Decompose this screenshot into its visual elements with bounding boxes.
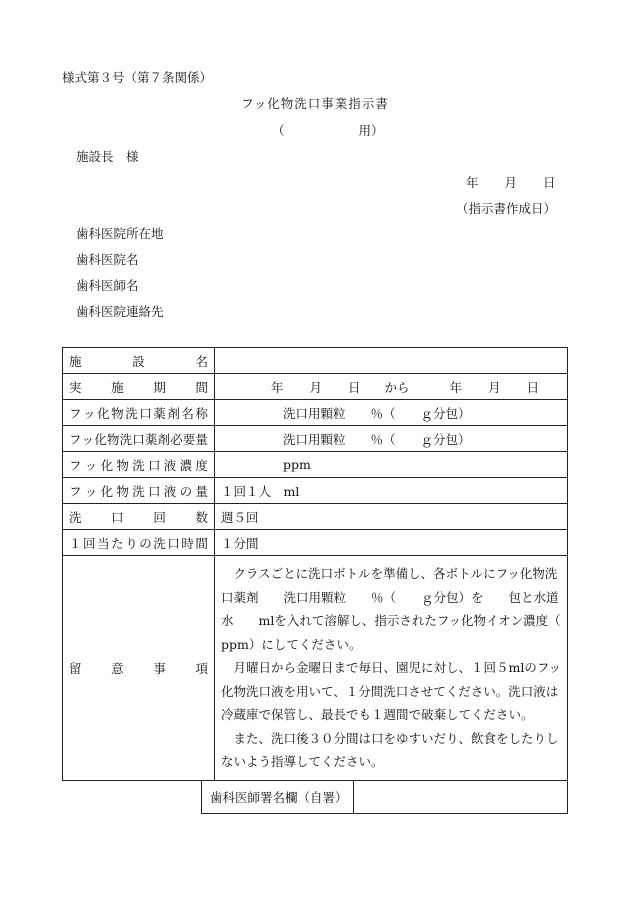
spread-label — [69, 534, 208, 552]
instruction-table — [62, 347, 586, 781]
spread-label — [69, 378, 208, 396]
label-char: 時 — [181, 535, 194, 551]
label-char: 設 — [132, 353, 145, 369]
notes-label — [63, 556, 215, 781]
label-char: 口 — [111, 509, 124, 525]
drug-name-label — [63, 400, 215, 426]
period-kara: から — [384, 379, 410, 395]
table-row — [63, 478, 568, 504]
table-row — [63, 374, 568, 400]
label-char: 間 — [195, 379, 208, 395]
concentration-label — [63, 452, 215, 478]
label-char: 洗 — [132, 483, 145, 499]
notes-paragraph-2: 月曜日から金曜日まで毎日、園児に対し、１回５mlのフッ化物洗口液を用いて、１分間洗口させてください。洗口液は冷蔵庫で保管し、最長でも１週間で破棄してください。 — [221, 660, 561, 722]
date-month: 月 — [504, 175, 518, 190]
clinic-contact-label: 歯科医院連絡先 — [76, 304, 164, 319]
liquid-amount-label — [63, 478, 215, 504]
label-char: 項 — [195, 660, 208, 676]
label-char: 実 — [69, 379, 82, 395]
label-char: フ — [69, 457, 82, 473]
table-row — [63, 556, 568, 781]
label-char: 剤 — [157, 431, 170, 447]
dentist-name-label: 歯科医師名 — [76, 278, 139, 293]
label-char: 量 — [195, 483, 208, 499]
label-char: 必 — [170, 431, 183, 447]
drug-name-text: 洗口用顆粒 ％（ ｇ分包） — [283, 405, 471, 421]
document-title: フッ化物洗口事業指示書 — [241, 96, 389, 111]
concentration-text: ppm — [283, 457, 311, 472]
label-char: の — [139, 535, 152, 551]
label-char: 名 — [195, 353, 208, 369]
table-row — [63, 400, 568, 426]
label-char: た — [111, 535, 124, 551]
subtitle-open: （ — [272, 123, 285, 138]
label-char: 剤 — [167, 405, 180, 421]
label-char: 口 — [147, 483, 161, 499]
signature-field[interactable] — [354, 781, 568, 814]
table-row — [63, 504, 568, 530]
notes-value — [215, 556, 586, 781]
label-char: 洗 — [69, 509, 82, 525]
period-to-year: 年 — [449, 379, 463, 395]
label-char: １ — [69, 535, 82, 551]
date-day: 日 — [543, 175, 556, 190]
label-char: 回 — [83, 535, 96, 551]
label-char: 洗 — [132, 457, 145, 473]
period-to-day: 日 — [526, 379, 540, 395]
label-char: 薬 — [153, 405, 166, 421]
label-char: 間 — [195, 535, 208, 551]
date-year: 年 — [466, 175, 479, 190]
label-char: 化 — [100, 457, 114, 473]
label-char: 称 — [195, 405, 208, 421]
label-char: 口 — [147, 457, 161, 473]
date-note: （指示書作成日） — [456, 201, 557, 216]
drug-name-value[interactable] — [215, 400, 568, 426]
frequency-value[interactable]: 週５回 — [215, 504, 568, 530]
label-char: 数 — [195, 509, 208, 525]
label-char: 量 — [195, 431, 208, 447]
label-char: 施 — [111, 379, 124, 395]
label-char: ッ — [84, 457, 98, 473]
label-char: 物 — [111, 405, 124, 421]
liquid-amount-value[interactable] — [215, 478, 568, 504]
label-char: 液 — [163, 457, 177, 473]
table-row — [63, 530, 568, 556]
label-char: 要 — [182, 431, 196, 447]
label-char: 物 — [116, 457, 129, 473]
spread-label — [69, 404, 208, 422]
table-row — [63, 452, 568, 478]
subtitle-close: 用） — [358, 123, 384, 138]
label-char: 事 — [153, 660, 166, 676]
label-char: 期 — [153, 379, 166, 395]
notes-paragraph-3: また、洗口後３０分間は口をゆすいだり、飲食をしたりしないよう指導してください。 — [221, 730, 559, 769]
label-char: 回 — [153, 509, 166, 525]
period-label — [63, 374, 215, 400]
spread-label — [69, 508, 208, 526]
date-line — [466, 173, 556, 191]
label-char: 洗 — [153, 535, 166, 551]
label-char: 口 — [167, 535, 180, 551]
spread-label — [69, 456, 208, 474]
label-char: ッ — [83, 405, 96, 421]
signature-label: 歯科医師署名欄（自署） — [202, 781, 354, 814]
period-to-month: 月 — [488, 379, 501, 395]
drug-amount-value[interactable] — [215, 426, 568, 452]
label-char: 液 — [163, 483, 177, 499]
duration-value[interactable]: １分間 — [215, 530, 568, 556]
document-subtitle — [272, 121, 384, 139]
label-char: 名 — [181, 405, 194, 421]
label-char: ッ — [81, 431, 95, 447]
label-char: フ — [69, 431, 82, 447]
label-char: 口 — [132, 431, 145, 447]
frequency-label — [63, 504, 215, 530]
drug-amount-text: 洗口用顆粒 ％（ ｇ分包） — [283, 431, 471, 447]
period-value[interactable] — [215, 374, 568, 400]
notes-paragraph-1: クラスごとに洗口ボトルを準備し、各ボトルにフッ化物洗口薬剤 洗口用顆粒 ％（ ｇ分包）を 包と水道水 mlを入れて溶解し、指示されたフッ化物イオン濃度（ ppm）にしてください。 — [221, 566, 586, 652]
period-from-day: 日 — [348, 379, 361, 395]
facility-name-label — [63, 348, 215, 374]
addressee: 施設長 様 — [76, 149, 139, 164]
label-char: フ — [69, 483, 82, 499]
label-char: 当 — [97, 535, 110, 551]
period-from-month: 月 — [309, 379, 323, 395]
label-char: の — [179, 483, 193, 499]
label-char: り — [125, 535, 138, 551]
form-number: 様式第３号（第７条関係） — [62, 70, 213, 85]
label-char: 物 — [106, 431, 120, 447]
table-row — [63, 426, 568, 452]
spread-label — [69, 430, 208, 448]
drug-amount-label — [63, 426, 215, 452]
spread-label — [69, 352, 208, 370]
label-char: 化 — [94, 431, 107, 447]
clinic-name-label: 歯科医院名 — [76, 252, 139, 267]
label-char: 留 — [69, 660, 82, 676]
label-char: 度 — [195, 457, 208, 473]
label-char: 意 — [111, 660, 124, 676]
label-char: 化 — [100, 483, 114, 499]
table-row — [202, 781, 568, 814]
label-char: 施 — [69, 353, 82, 369]
label-char: 薬 — [144, 431, 158, 447]
signature-table — [201, 780, 568, 814]
label-char: 物 — [116, 483, 129, 499]
label-char: ッ — [84, 483, 98, 499]
label-char: 口 — [139, 405, 152, 421]
period-from-year: 年 — [271, 379, 284, 395]
label-char: 濃 — [179, 457, 193, 473]
label-char: フ — [69, 405, 82, 421]
duration-label — [63, 530, 215, 556]
facility-name-value[interactable] — [215, 348, 568, 374]
concentration-value[interactable] — [215, 452, 568, 478]
label-char: 洗 — [119, 431, 133, 447]
liquid-amount-text: １回１人 ml — [221, 483, 300, 499]
table-row — [63, 348, 568, 374]
label-char: 化 — [97, 405, 110, 421]
label-char: 洗 — [125, 405, 138, 421]
clinic-address-label: 歯科医院所在地 — [76, 226, 164, 241]
spread-label — [69, 482, 208, 500]
spread-label — [69, 659, 208, 677]
